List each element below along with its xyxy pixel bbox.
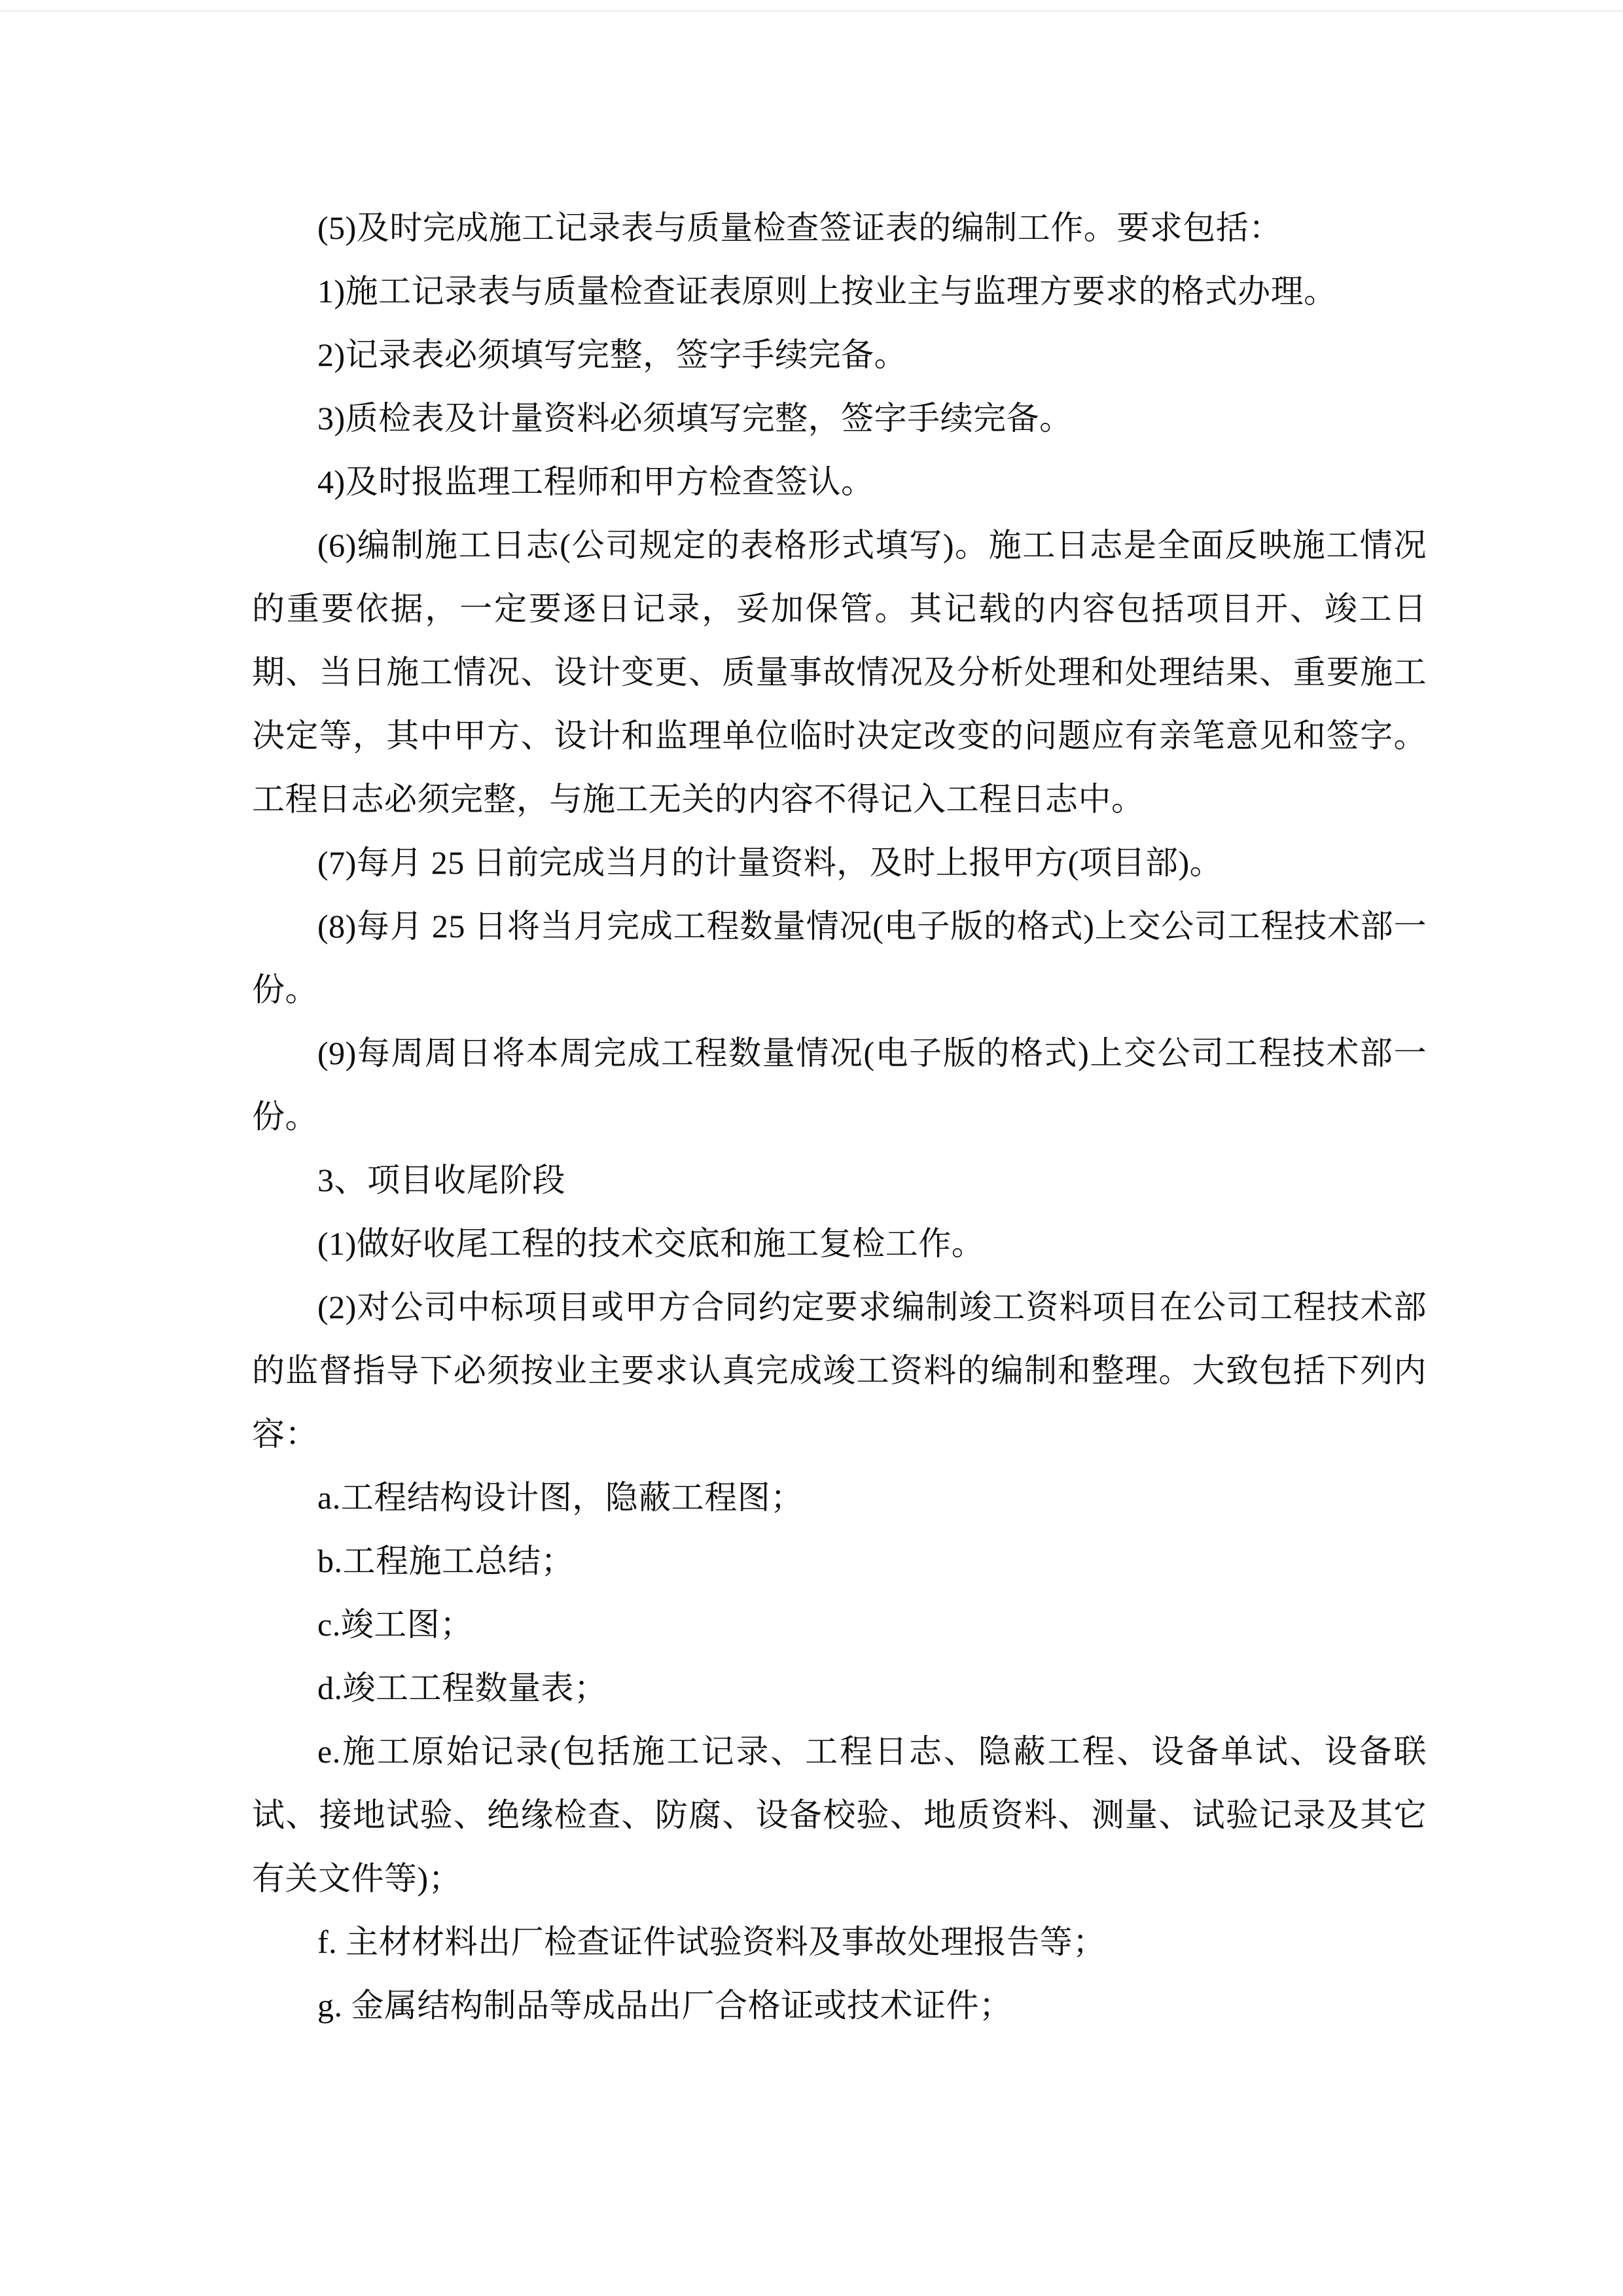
paragraph: (5)及时完成施工记录表与质量检查签证表的编制工作。要求包括：	[317, 209, 1282, 246]
list-item: g. 金属结构制品等成品出厂合格证或技术证件；	[317, 1987, 1012, 2024]
paragraph: (8)每月 25 日将当月完成工程数量情况(电子版的格式)上交公司工程技术部一份。	[252, 908, 1427, 1008]
paragraph: 4)及时报监理工程师和甲方检查签认。	[317, 463, 874, 500]
document-body	[252, 196, 1427, 2037]
paragraph: 1)施工记录表与质量检查证表原则上按业主与监理方要求的格式办理。	[317, 273, 1337, 310]
list-item: a.工程结构设计图，隐蔽工程图；	[317, 1479, 804, 1516]
paragraph: (2)对公司中标项目或甲方合同约定要求编制竣工资料项目在公司工程技术部的监督指导下必须按业主要求认真完成竣工资料的编制和整理。大致包括下列内容：	[252, 1289, 1427, 1452]
list-item: d.竣工工程数量表；	[317, 1670, 607, 1706]
paragraph: (6)编制施工日志(公司规定的表格形式填写)。施工日志是全面反映施工情况的重要依据，一定要逐日记录，妥加保管。其记载的内容包括项目开、竣工日期、当日施工情况、设计变更、质量事故情况及分析处理和处理结果、重要施工决定等，其中甲方、设计和监理单位临时决定改变的问题应有亲笔意见和签字。工程日志必须完整，与施工无关的内容不得记入工程日志中。	[252, 527, 1427, 817]
page-top-edge	[0, 10, 1623, 12]
paragraph: 2)记录表必须填写完整，签字手续完备。	[317, 336, 908, 373]
paragraph: 3)质检表及计量资料必须填写完整，签字手续完备。	[317, 400, 1073, 437]
section-heading: 3、项目收尾阶段	[317, 1162, 565, 1198]
list-item: f. 主材材料出厂检查证件试验资料及事故处理报告等；	[317, 1924, 1106, 1960]
list-item: c.竣工图；	[317, 1606, 473, 1643]
paragraph: (1)做好收尾工程的技术交底和施工复检工作。	[317, 1225, 985, 1262]
paragraph: (9)每周周日将本周完成工程数量情况(电子版的格式)上交公司工程技术部一份。	[252, 1035, 1427, 1135]
paragraph: (7)每月 25 日前完成当月的计量资料，及时上报甲方(项目部)。	[317, 844, 1223, 881]
list-item: e.施工原始记录(包括施工记录、工程日志、隐蔽工程、设备单试、设备联试、接地试验、绝缘检查、防腐、设备校验、地质资料、测量、试验记录及其它有关文件等)；	[252, 1733, 1427, 1897]
list-item: b.工程施工总结；	[317, 1543, 574, 1579]
